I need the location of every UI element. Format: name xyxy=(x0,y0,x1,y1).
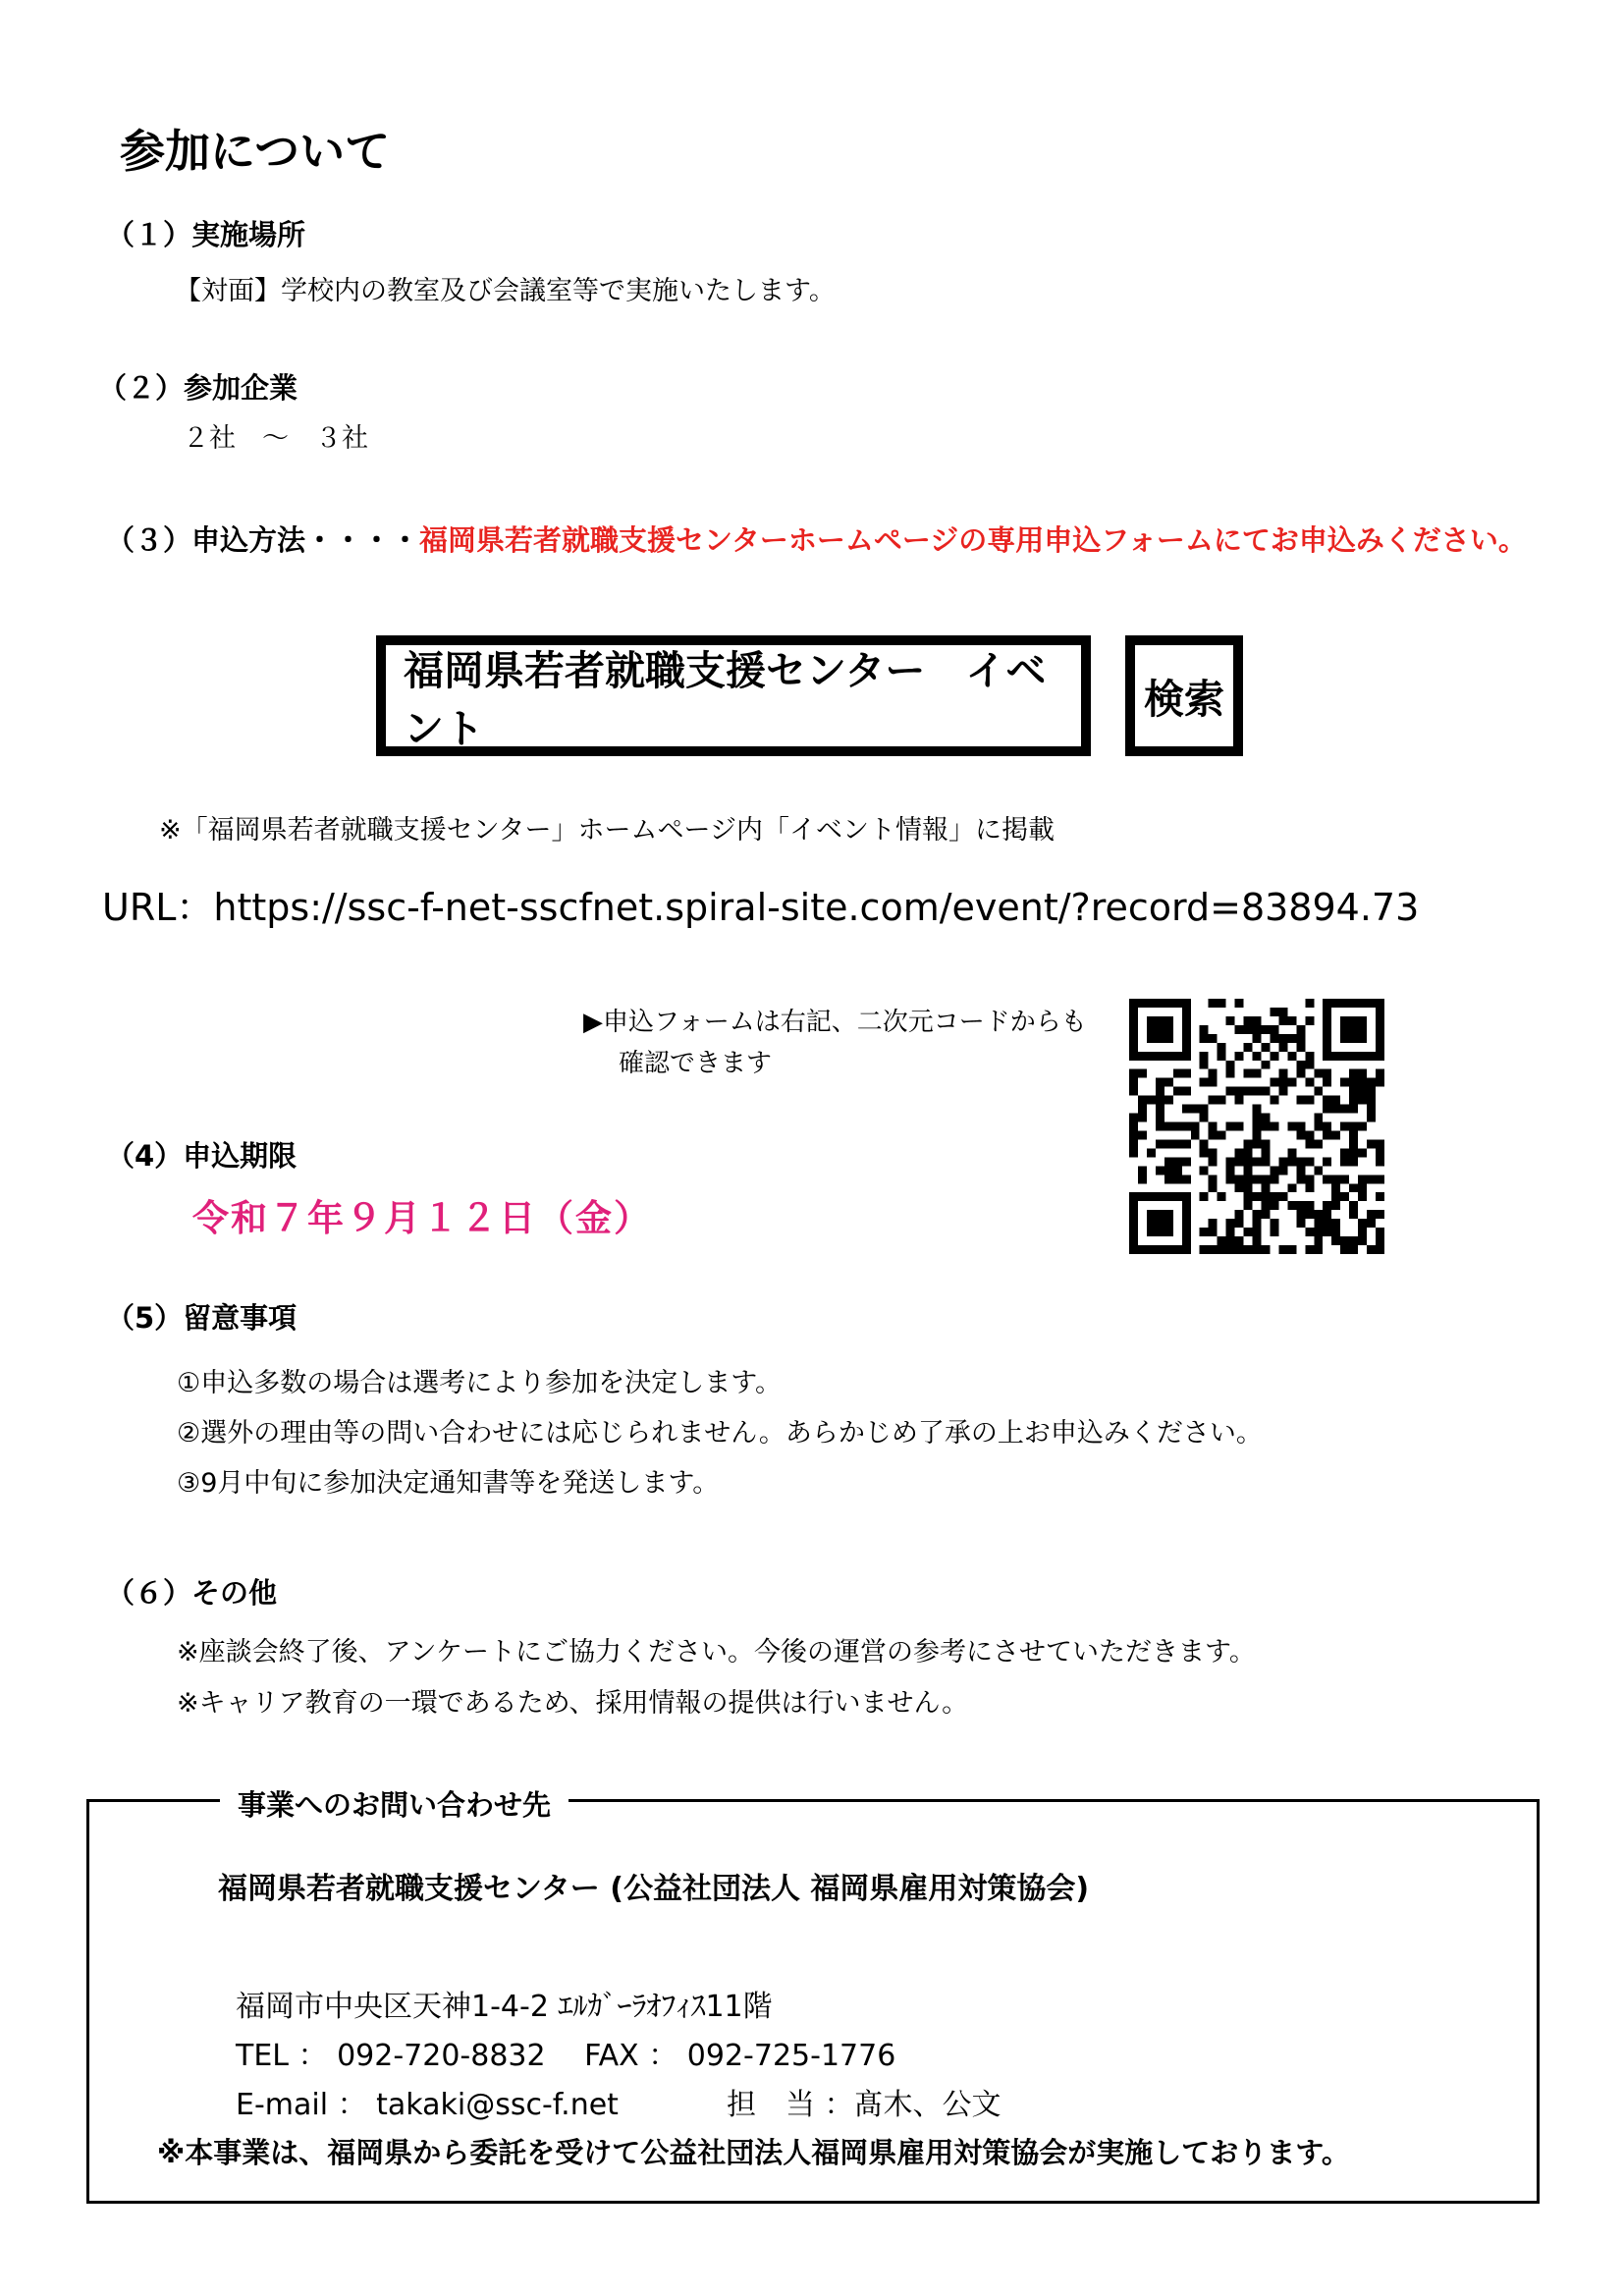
qr-note-line1: ▶申込フォームは右記、二次元コードからも xyxy=(583,1008,1087,1037)
method-heading: （３）申込方法・・・・ xyxy=(106,523,420,557)
deadline-heading: （4）申込期限 xyxy=(106,1139,298,1173)
note-item: ②選外の理由等の問い合わせには応じられません。あらかじめ了承の上お申込みください。 xyxy=(177,1418,1263,1449)
contact-person: 担 当 ：髙木、公文 xyxy=(727,2088,1001,2122)
companies-heading: （２）参加企業 xyxy=(98,371,298,405)
other-heading: （６）その他 xyxy=(106,1576,278,1610)
method-line xyxy=(106,519,1527,559)
venue-heading: （１）実施場所 xyxy=(106,218,306,251)
contact-phone-fax: TEL ： 092-720-8832 FAX ： 092-725-1776 xyxy=(236,2039,896,2073)
contact-footer-note: ※本事業は、福岡県から委託を受けて公益社団法人福岡県雇用対策協会が実施しております。 xyxy=(157,2136,1350,2169)
other-item: ※キャリア教育の一環であるため、採用情報の提供は行いません。 xyxy=(177,1688,969,1719)
search-button[interactable] xyxy=(1125,635,1243,756)
page-title: 参加について xyxy=(120,125,391,178)
search-button-label: 検索 xyxy=(1144,676,1224,723)
method-note: ※「福岡県若者就職支援センター」ホームページ内「イベント情報」に掲載 xyxy=(159,815,1056,846)
qr-note-line2: 確認できます xyxy=(619,1049,773,1078)
method-highlight: 福岡県若者就職支援センターホームページの専用申込フォームにてお申込みください。 xyxy=(419,523,1527,557)
other-item: ※座談会終了後、アンケートにご協力ください。今後の運営の参考にさせていただきます。 xyxy=(177,1637,1256,1667)
event-url[interactable]: URL：https://ssc-f-net-sscfnet.spiral-site.com/event/?record=83894.73 xyxy=(102,886,1420,929)
contact-email[interactable]: E-mail ： takaki@ssc-f.net xyxy=(236,2088,619,2122)
companies-text: ２社 ～ ３社 xyxy=(183,423,368,454)
qr-code-icon[interactable] xyxy=(1125,999,1388,1254)
contact-legend: 事業へのお問い合わせ先 xyxy=(220,1783,568,1824)
notes-heading: （5）留意事項 xyxy=(106,1301,298,1335)
venue-text: 【対面】学校内の教室及び会議室等で実施いたします。 xyxy=(175,276,836,306)
note-item: ①申込多数の場合は選考により参加を決定します。 xyxy=(177,1368,783,1398)
deadline-date: 令和７年９月１２日（金） xyxy=(192,1197,652,1239)
search-keyword: 福岡県若者就職支援センター イベント xyxy=(404,646,1047,752)
note-item: ③9月中旬に参加決定通知書等を発送します。 xyxy=(177,1468,720,1499)
contact-address: 福岡市中央区天神1-4-2 ｴﾙｶﾞｰﾗｵﾌｨｽ11階 xyxy=(236,1990,773,2024)
search-keyword-box xyxy=(376,635,1091,756)
contact-organization: 福岡県若者就職支援センター (公益社団法人 福岡県雇用対策協会) xyxy=(218,1872,1090,1906)
